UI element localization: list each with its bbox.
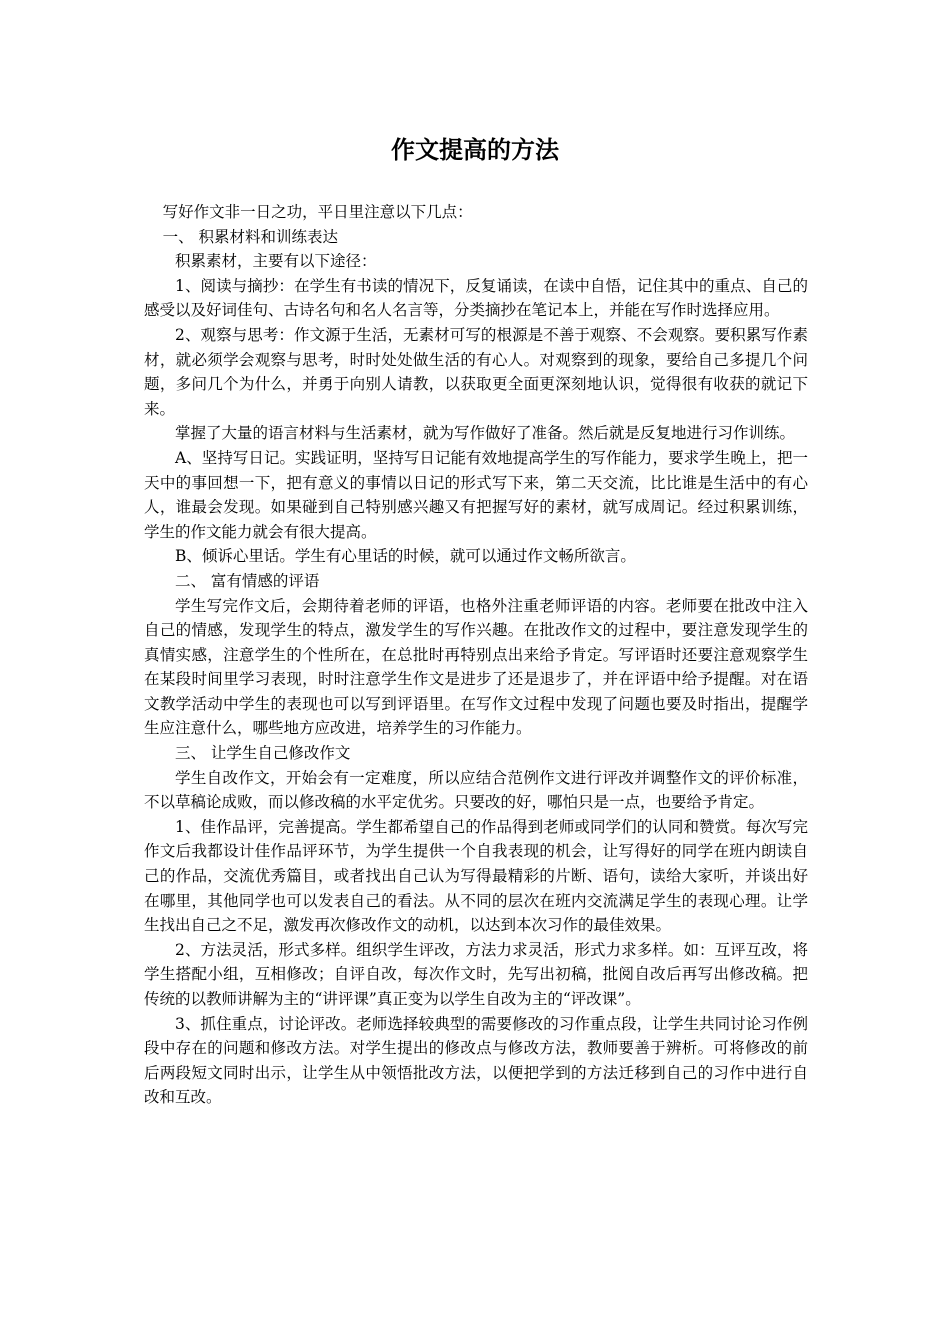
paragraph: 学生写完作文后，会期待着老师的评语，也格外注重老师评语的内容。老师要在批改中注入自己的情感，发现学生的特点，激发学生的写作兴趣。在批改作文的过程中，要注意发现学生的真情实感，注意学生的个性所在，在总批时再特别点出来给予肯定。写评语时还要注意观察学生在某段时间里学习表现，时时注意学生作文是进步了还是退步了，并在评语中给予提醒。对在语文教学活动中学生的表现也可以写到评语里。在写作文过程中发现了问题也要及时指出，提醒学生应注意什么，哪些地方应改进，培养学生的习作能力。 [144, 596, 808, 738]
section-heading-2: 二、 富有情感的评语 [175, 571, 320, 590]
paragraph: 学生自改作文，开始会有一定难度，所以应结合范例作文进行评改并调整作文的评价标准，不以草稿论成败，而以修改稿的水平定优劣。只要改的好，哪怕只是一点，也要给予肯定。 [144, 768, 808, 812]
paragraph: 2、观察与思考：作文源于生活，无素材可写的根源是不善于观察、不会观察。要积累写作素材，就必须学会观察与思考，时时处处做生活的有心人。对观察到的现象，要给自己多提几个问题，多问几个为什么，并勇于向别人请教，以获取更全面更深刻地认识，觉得很有收获的就记下来。 [144, 325, 808, 418]
paragraph: 1、阅读与摘抄：在学生有书读的情况下，反复诵读，在读中自悟，记住其中的重点、自己的感受以及好词佳句、古诗名句和名人名言等，分类摘抄在笔记本上，并能在写作时选择应用。 [144, 276, 808, 320]
paragraph: 3、抓住重点，讨论评改。老师选择较典型的需要修改的习作重点段，让学生共同讨论习作例段中存在的问题和修改方法。对学生提出的修改点与修改方法，教师要善于辨析。可将修改的前后两段短文同时出示，让学生从中领悟批改方法，以便把学到的方法迁移到自己的习作中进行自改和互改。 [144, 1014, 808, 1107]
document-body [144, 200, 808, 1110]
paragraph: 2、方法灵活，形式多样。组织学生评改，方法力求灵活，形式力求多样。如：互评互改，将学生搭配小组，互相修改；自评自改，每次作文时，先写出初稿，批阅自改后再写出修改稿。把传统的以教师讲解为主的“讲评课”真正变为以学生自改为主的“评改课”。 [144, 940, 808, 1008]
intro-paragraph: 写好作文非一日之功，平日里注意以下几点： [162, 203, 473, 221]
paragraph: A、坚持写日记。实践证明，坚持写日记能有效地提高学生的写作能力，要求学生晚上，把一天中的事回想一下，把有意义的事情以日记的形式写下来，第二天交流，比比谁是生活中的有心人，谁最会发现。如果碰到自己特别感兴趣又有把握写好的素材，就写成周记。经过积累训练，学生的作文能力就会有很大提高。 [144, 448, 808, 541]
paragraph: 掌握了大量的语言材料与生活素材，就为写作做好了准备。然后就是反复地进行习作训练。 [175, 424, 796, 443]
paragraph: B、倾诉心里话。学生有心里话的时候，就可以通过作文畅所欲言。 [175, 547, 636, 566]
section-heading-3: 三、 让学生自己修改作文 [175, 744, 351, 763]
paragraph: 1、佳作品评，完善提高。学生都希望自己的作品得到老师或同学们的认同和赞赏。每次写完作文后我都设计佳作品评环节，为学生提供一个自我表现的机会，让写得好的同学在班内朗读自己的作品，交流优秀篇目，或者找出自己认为写得最精彩的片断、语句，读给大家听，并谈出好在哪里，其他同学也可以发表自己的看法。从不同的层次在班内交流满足学生的表现心理。让学生找出自己之不足，激发再次修改作文的动机，以达到本次习作的最佳效果。 [144, 817, 808, 935]
section-heading-1: 一、 积累材料和训练表达 [162, 227, 339, 246]
paragraph: 积累素材，主要有以下途径： [175, 252, 377, 271]
document-title: 作文提高的方法 [391, 136, 559, 164]
